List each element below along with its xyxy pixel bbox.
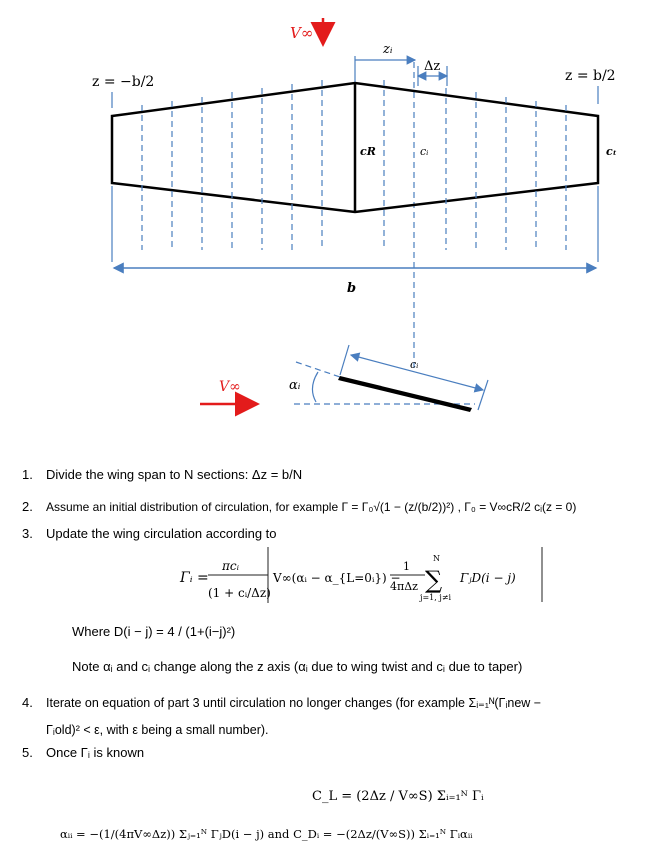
step-5-num: 5. bbox=[22, 745, 33, 760]
v-inf-top-label: V∞ bbox=[290, 24, 314, 42]
svg-text:ΓⱼD(i − j): ΓⱼD(i − j) bbox=[460, 571, 516, 585]
step-4-num: 4. bbox=[22, 695, 33, 710]
ci-section-label: cᵢ bbox=[410, 358, 419, 371]
step-2-num: 2. bbox=[22, 499, 33, 514]
z-right-label: z = b/2 bbox=[565, 68, 616, 84]
v-inf-left-label: V∞ bbox=[219, 379, 241, 395]
root-chord-label: cR bbox=[360, 145, 376, 158]
step-5-text: Once Γᵢ is known bbox=[46, 745, 145, 760]
cl-equation: C_L = (2Δz / V∞S) Σᵢ₌₁ᴺ Γᵢ bbox=[312, 789, 484, 804]
step-1-num: 1. bbox=[22, 467, 33, 482]
step-4-text: Iterate on equation of part 3 until circulation no longer changes (for example Σᵢ₌₁ᴺ(Γᵢnew − bbox=[46, 696, 542, 710]
step-2-text: Assume an initial distribution of circulation, for example Γ = Γ₀√(1 − (z/(b/2))²) , Γ₀ = V∞cR/2 cᵢ(z = 0) bbox=[46, 500, 577, 514]
final-equation: αᵢᵢ = −(1/(4πV∞Δz)) Σⱼ₌₁ᴺ ΓⱼD(i − j) and C_Dᵢ = −(2Δz/(V∞S)) Σᵢ₌₁ᴺ Γᵢαᵢᵢ bbox=[60, 827, 473, 841]
step-1-text: Divide the wing span to N sections: Δz = b/N bbox=[46, 467, 303, 482]
span-label: b bbox=[347, 281, 357, 296]
note-text: Note αᵢ and cᵢ change along the z axis (αᵢ due to wing twist and cᵢ due to taper) bbox=[72, 659, 523, 674]
svg-text:4πΔz: 4πΔz bbox=[390, 580, 418, 593]
alpha-label: αᵢ bbox=[289, 378, 301, 393]
z-left-label: z = −b/2 bbox=[92, 74, 155, 90]
svg-text:N: N bbox=[433, 554, 440, 563]
tip-chord-label: cₜ bbox=[606, 145, 617, 158]
svg-text:πcᵢ: πcᵢ bbox=[222, 559, 240, 573]
where-definition: Where D(i − j) = 4 / (1+(i−j)²) bbox=[72, 624, 236, 639]
svg-text:j=1, j≠i: j=1, j≠i bbox=[420, 593, 452, 602]
svg-text:∑: ∑ bbox=[425, 566, 443, 594]
step-3-num: 3. bbox=[22, 526, 33, 541]
svg-text:Γᵢ =: Γᵢ = bbox=[180, 570, 209, 586]
step-3-text: Update the wing circulation according to bbox=[46, 526, 277, 541]
svg-text:V∞(αᵢ − α_{L=0ᵢ}) −: V∞(αᵢ − α_{L=0ᵢ}) − bbox=[273, 571, 401, 585]
ci-chord-label: cᵢ bbox=[420, 145, 429, 158]
dz-label: Δz bbox=[424, 59, 441, 74]
svg-text:(1 + cᵢ/Δz): (1 + cᵢ/Δz) bbox=[208, 586, 271, 600]
zi-label: zᵢ bbox=[383, 42, 393, 57]
svg-text:1: 1 bbox=[403, 560, 410, 573]
gamma-equation bbox=[179, 547, 542, 603]
step-4-cont: Γᵢold)² < ε, with ε being a small number). bbox=[46, 723, 269, 737]
